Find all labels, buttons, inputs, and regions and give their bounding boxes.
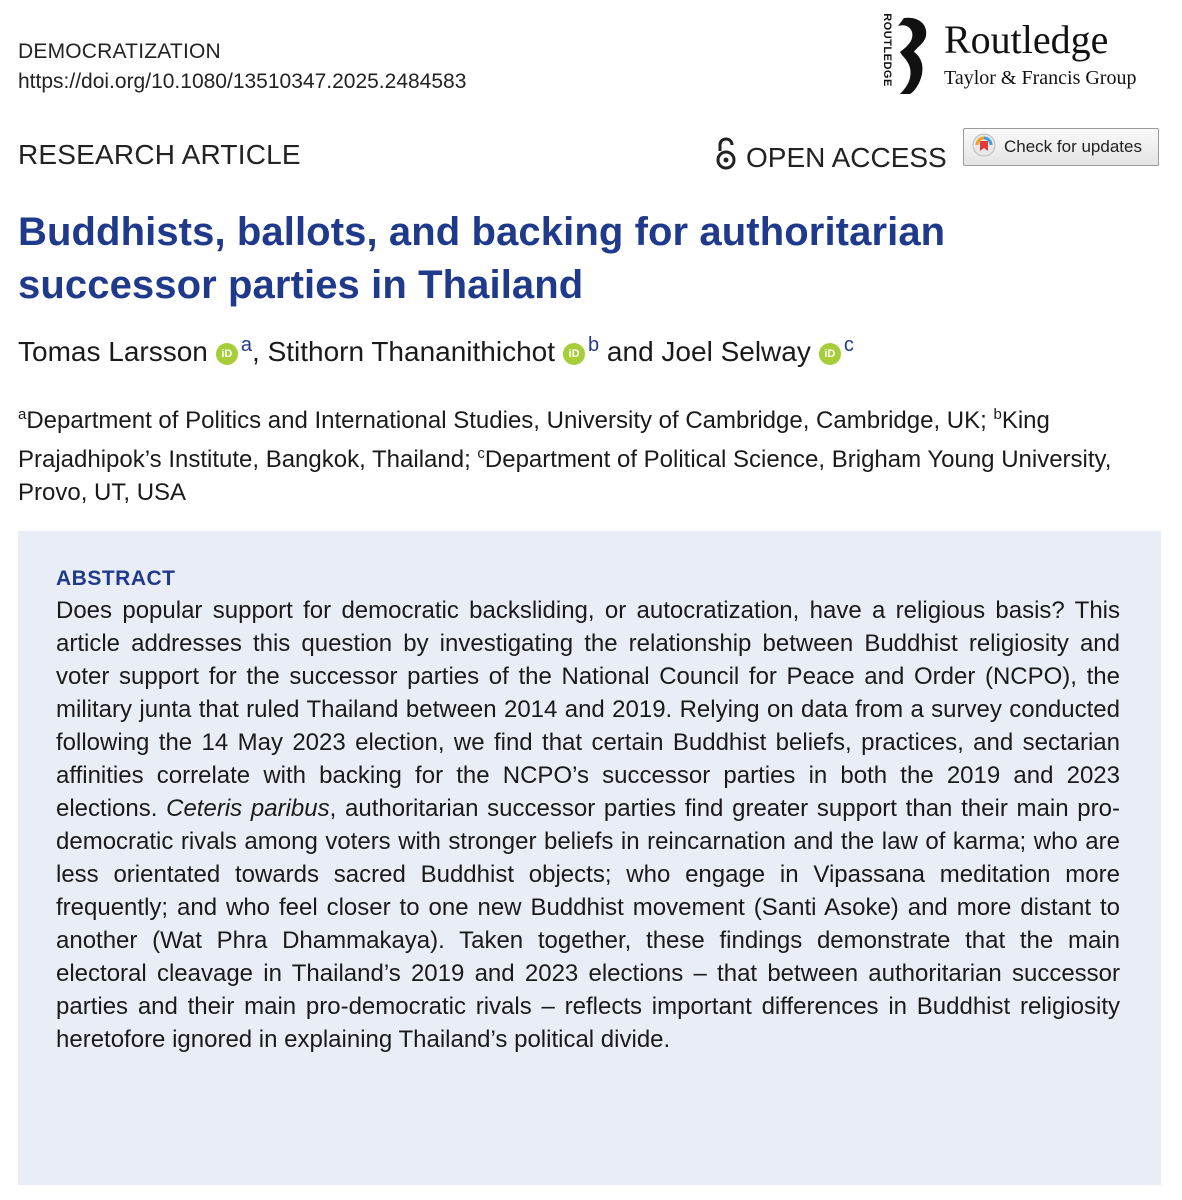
open-access-lock-icon: [714, 137, 738, 178]
author-affiliation-marker: c: [843, 334, 854, 356]
crossmark-icon: [972, 133, 996, 162]
check-for-updates-label: Check for updates: [1004, 137, 1142, 156]
logo-vertical-text: ROUTLEDGE: [880, 13, 893, 87]
affiliation-key: b: [993, 406, 1002, 423]
abstract-text: [56, 594, 1120, 1056]
publisher-group: Taylor & Francis Group: [944, 67, 1137, 89]
author-affiliation-marker: a: [240, 334, 252, 356]
affiliation-key: c: [477, 445, 485, 462]
abstract-heading: ABSTRACT: [56, 567, 176, 590]
doi-link[interactable]: https://doi.org/10.1080/13510347.2025.2484583: [18, 70, 467, 93]
orcid-icon[interactable]: iD: [563, 343, 585, 365]
open-access-text: OPEN ACCESS: [746, 141, 947, 173]
affiliations: [18, 398, 1168, 509]
orcid-icon[interactable]: iD: [819, 343, 841, 365]
affiliation-text: Department of Political Science, Brigham Young University, Provo, UT, USA: [18, 446, 1112, 506]
abstract-part-2: , authoritarian successor parties find greater support than their main pro-democratic rivals among voters with stronger beliefs in reincarnation and the law of karma; who are less orientated towards sacred Buddhist objects; who engage in Vipassana meditation more frequently; and who feel closer to one new Buddhist movement (Santi Asoke) and more distant to another (Wat Phra Dhammakaya). Taken together, these findings demonstrate that the main electoral cleavage in Thailand’s 2019 and 2023 elections – that between authoritarian successor parties and their main pro-democratic rivals – reflects important differences in Buddhist religiosity heretofore ignored in explaining Thailand’s political divide.: [56, 795, 1120, 1053]
author-affiliation-marker: b: [588, 334, 600, 356]
affiliation-key: a: [18, 406, 27, 423]
journal-name: DEMOCRATIZATION: [18, 40, 221, 63]
check-for-updates-button[interactable]: [963, 128, 1159, 166]
author-separator: ,: [252, 336, 260, 367]
author-separator: and: [606, 336, 654, 367]
author-name[interactable]: Tomas Larsson: [18, 336, 208, 367]
article-title: Buddhists, ballots, and backing for authoritarian successor parties in Thailand: [18, 210, 946, 307]
abstract-part-1: Does popular support for democratic backsliding, or autocratization, have a religious basis? This article addresses this question by investigating the relationship between Buddhist religiosity and voter support for the successor parties of the National Council for Peace and Order (NCPO), the military junta that ruled Thailand between 2014 and 2019. Relying on data from a survey conducted following the 14 May 2023 election, we find that certain Buddhist beliefs, practices, and sectarian affinities correlate with backing for the NCPO’s successor parties in both the 2019 and 2023 elections.: [56, 597, 1120, 822]
abstract-box: [18, 531, 1161, 1185]
publisher-logo: [874, 8, 1164, 96]
affiliation-text: Department of Politics and International Studies, University of Cambridge, Cambridge, UK;: [26, 407, 987, 434]
author-name[interactable]: Stithorn Thananithichot: [267, 336, 556, 367]
author-name[interactable]: Joel Selway: [661, 336, 811, 367]
orcid-icon[interactable]: iD: [216, 343, 238, 365]
open-access-label: [714, 137, 947, 178]
affiliation-text: King Prajadhipok’s Institute, Bangkok, Thailand;: [18, 407, 1050, 473]
author-list: [18, 334, 854, 368]
publisher-name: Routledge: [944, 17, 1109, 62]
article-type: RESEARCH ARTICLE: [18, 139, 301, 170]
abstract-italic: Ceteris paribus: [166, 795, 330, 822]
